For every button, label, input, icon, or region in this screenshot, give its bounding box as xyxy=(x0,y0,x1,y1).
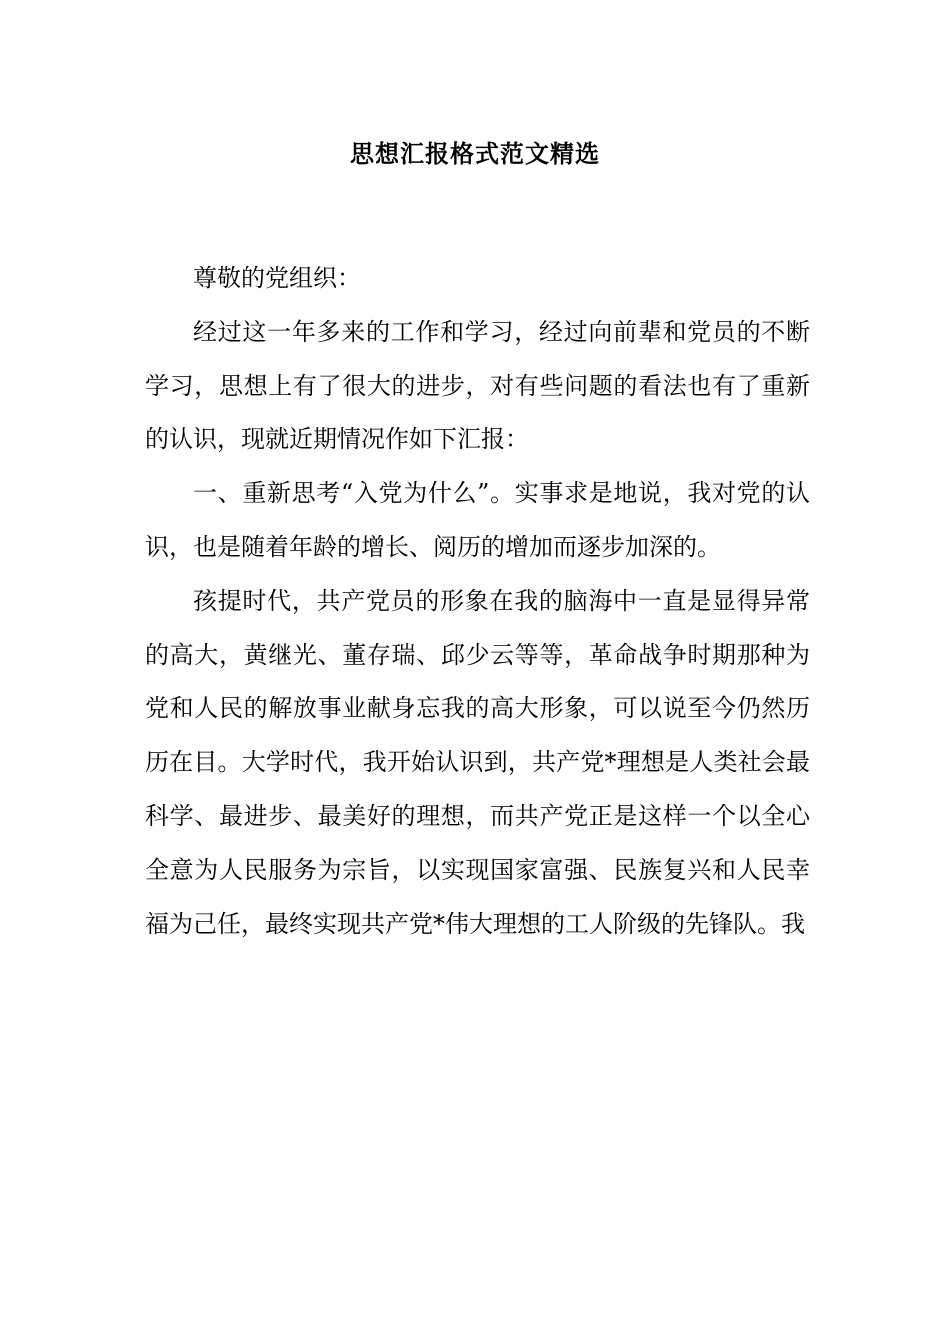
paragraph-childhood: 孩提时代，共产党员的形象在我的脑海中一直是显得异常的高大，黄继光、董存瑞、邱少云等等，革命战争时期那种为党和人民的解放事业献身忘我的高大形象，可以说至今仍然历历在目。大学时代，我开始认识到，共产党*理想是人类社会最科学、最进步、最美好的理想，而共产党正是这样一个以全心全意为人民服务为宗旨，以实现国家富强、民族复兴和人民幸福为己任，最终实现共产党*伟大理想的工人阶级的先锋队。我 xyxy=(145,586,810,938)
paragraph-section-one: 一、重新思考“入党为什么”。实事求是地说，我对党的认识，也是随着年龄的增长、阅历的增加而逐步加深的。 xyxy=(145,479,810,561)
paragraph-intro: 经过这一年多来的工作和学习，经过向前辈和党员的不断学习，思想上有了很大的进步，对有些问题的看法也有了重新的认识，现就近期情况作如下汇报： xyxy=(145,317,810,454)
document-title: 思想汇报格式范文精选 xyxy=(350,139,600,168)
document-body xyxy=(145,252,810,951)
salutation: 尊敬的党组织： xyxy=(193,264,361,292)
